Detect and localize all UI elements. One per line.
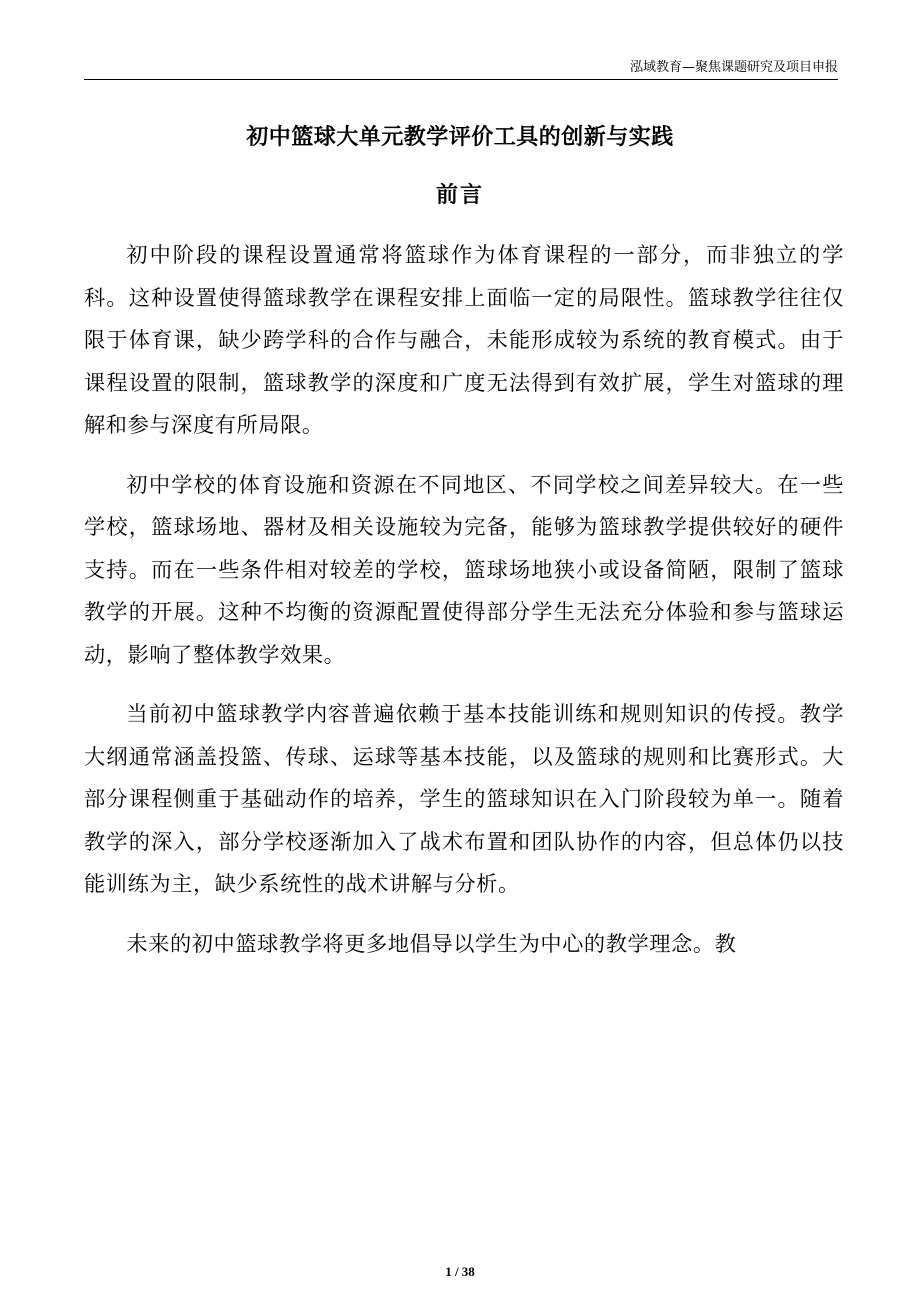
- section-heading: 前言: [435, 183, 484, 208]
- paragraph: 初中阶段的课程设置通常将篮球作为体育课程的一部分，而非独立的学科。这种设置使得篮球教学在课程安排上面临一定的局限性。篮球教学往往仅限于体育课，缺少跨学科的合作与融合，未能形成较为系统的教育模式。由于课程设置的限制，篮球教学的深度和广度无法得到有效扩展，学生对篮球的理解和参与深度有所局限。: [84, 242, 844, 437]
- paragraph: 未来的初中篮球教学将更多地倡导以学生为中心的教学理念。教: [126, 930, 737, 956]
- document-title: 初中篮球大单元教学评价工具的创新与实践: [246, 125, 674, 150]
- document-body: [84, 234, 844, 982]
- header-org-text: 泓域教育—聚焦课题研究及项目申报: [629, 60, 838, 75]
- page-number: 1 / 38: [445, 1264, 475, 1279]
- paragraph: 初中学校的体育设施和资源在不同地区、不同学校之间差异较大。在一些学校，篮球场地、器材及相关设施较为完备，能够为篮球教学提供较好的硬件支持。而在一些条件相对较差的学校，篮球场地狭小或设备简陋，限制了篮球教学的开展。这种不均衡的资源配置使得部分学生无法充分体验和参与篮球运动，影响了整体教学效果。: [84, 471, 844, 667]
- header-divider: [84, 79, 838, 80]
- paragraph: 当前初中篮球教学内容普遍依赖于基本技能训练和规则知识的传授。教学大纲通常涵盖投篮、传球、运球等基本技能，以及篮球的规则和比赛形式。大部分课程侧重于基础动作的培养，学生的篮球知识在入门阶段较为单一。随着教学的深入，部分学校逐渐加入了战术布置和团队协作的内容，但总体仍以技能训练为主，缺少系统性的战术讲解与分析。: [84, 701, 844, 896]
